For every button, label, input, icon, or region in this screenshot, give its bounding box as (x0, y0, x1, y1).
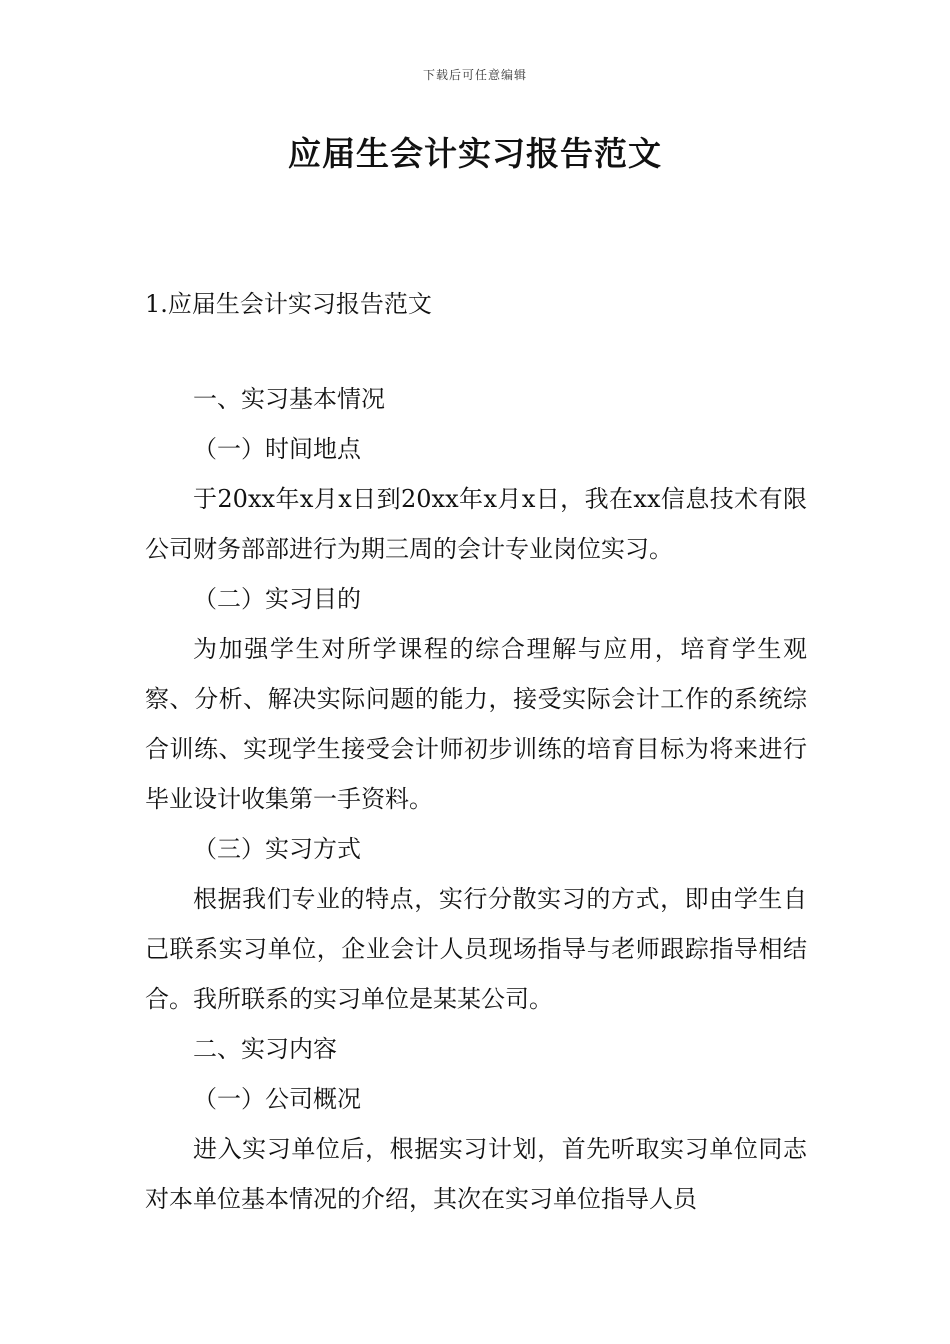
subheading-time-place: （一）时间地点 (193, 435, 361, 463)
heading-content: 二、实习内容 (193, 1035, 337, 1063)
paragraph-purpose: 为加强学生对所学课程的综合理解与应用，培育学生观察、分析、解决实际问题的能力，接受实际会计工作的系统综合训练、实现学生接受会计师初步训练的培育目标为将来进行毕业设计收集第一手资料。 (145, 635, 807, 813)
paragraph-method: 根据我们专业的特点，实行分散实习的方式，即由学生自己联系实习单位，企业会计人员现场指导与老师跟踪指导相结合。我所联系的实习单位是某某公司。 (145, 885, 807, 1013)
paragraph-company-overview: 进入实习单位后，根据实习计划，首先听取实习单位同志对本单位基本情况的介绍，其次在实习单位指导人员 (145, 1135, 807, 1213)
heading-basic-info: 一、实习基本情况 (193, 385, 385, 413)
subheading-purpose: （二）实习目的 (193, 585, 361, 613)
subheading-company-overview: （一）公司概况 (193, 1085, 361, 1113)
section-title: 1.应届生会计实习报告范文 (145, 290, 432, 318)
header-note: 下载后可任意编辑 (422, 68, 527, 82)
document-body (145, 374, 807, 1224)
document-title: 应届生会计实习报告范文 (288, 134, 662, 173)
paragraph-time-place: 于20xx年x月x日到20xx年x月x日，我在xx信息技术有限公司财务部部进行为期三周的会计专业岗位实习。 (145, 485, 807, 563)
subheading-method: （三）实习方式 (193, 835, 361, 863)
